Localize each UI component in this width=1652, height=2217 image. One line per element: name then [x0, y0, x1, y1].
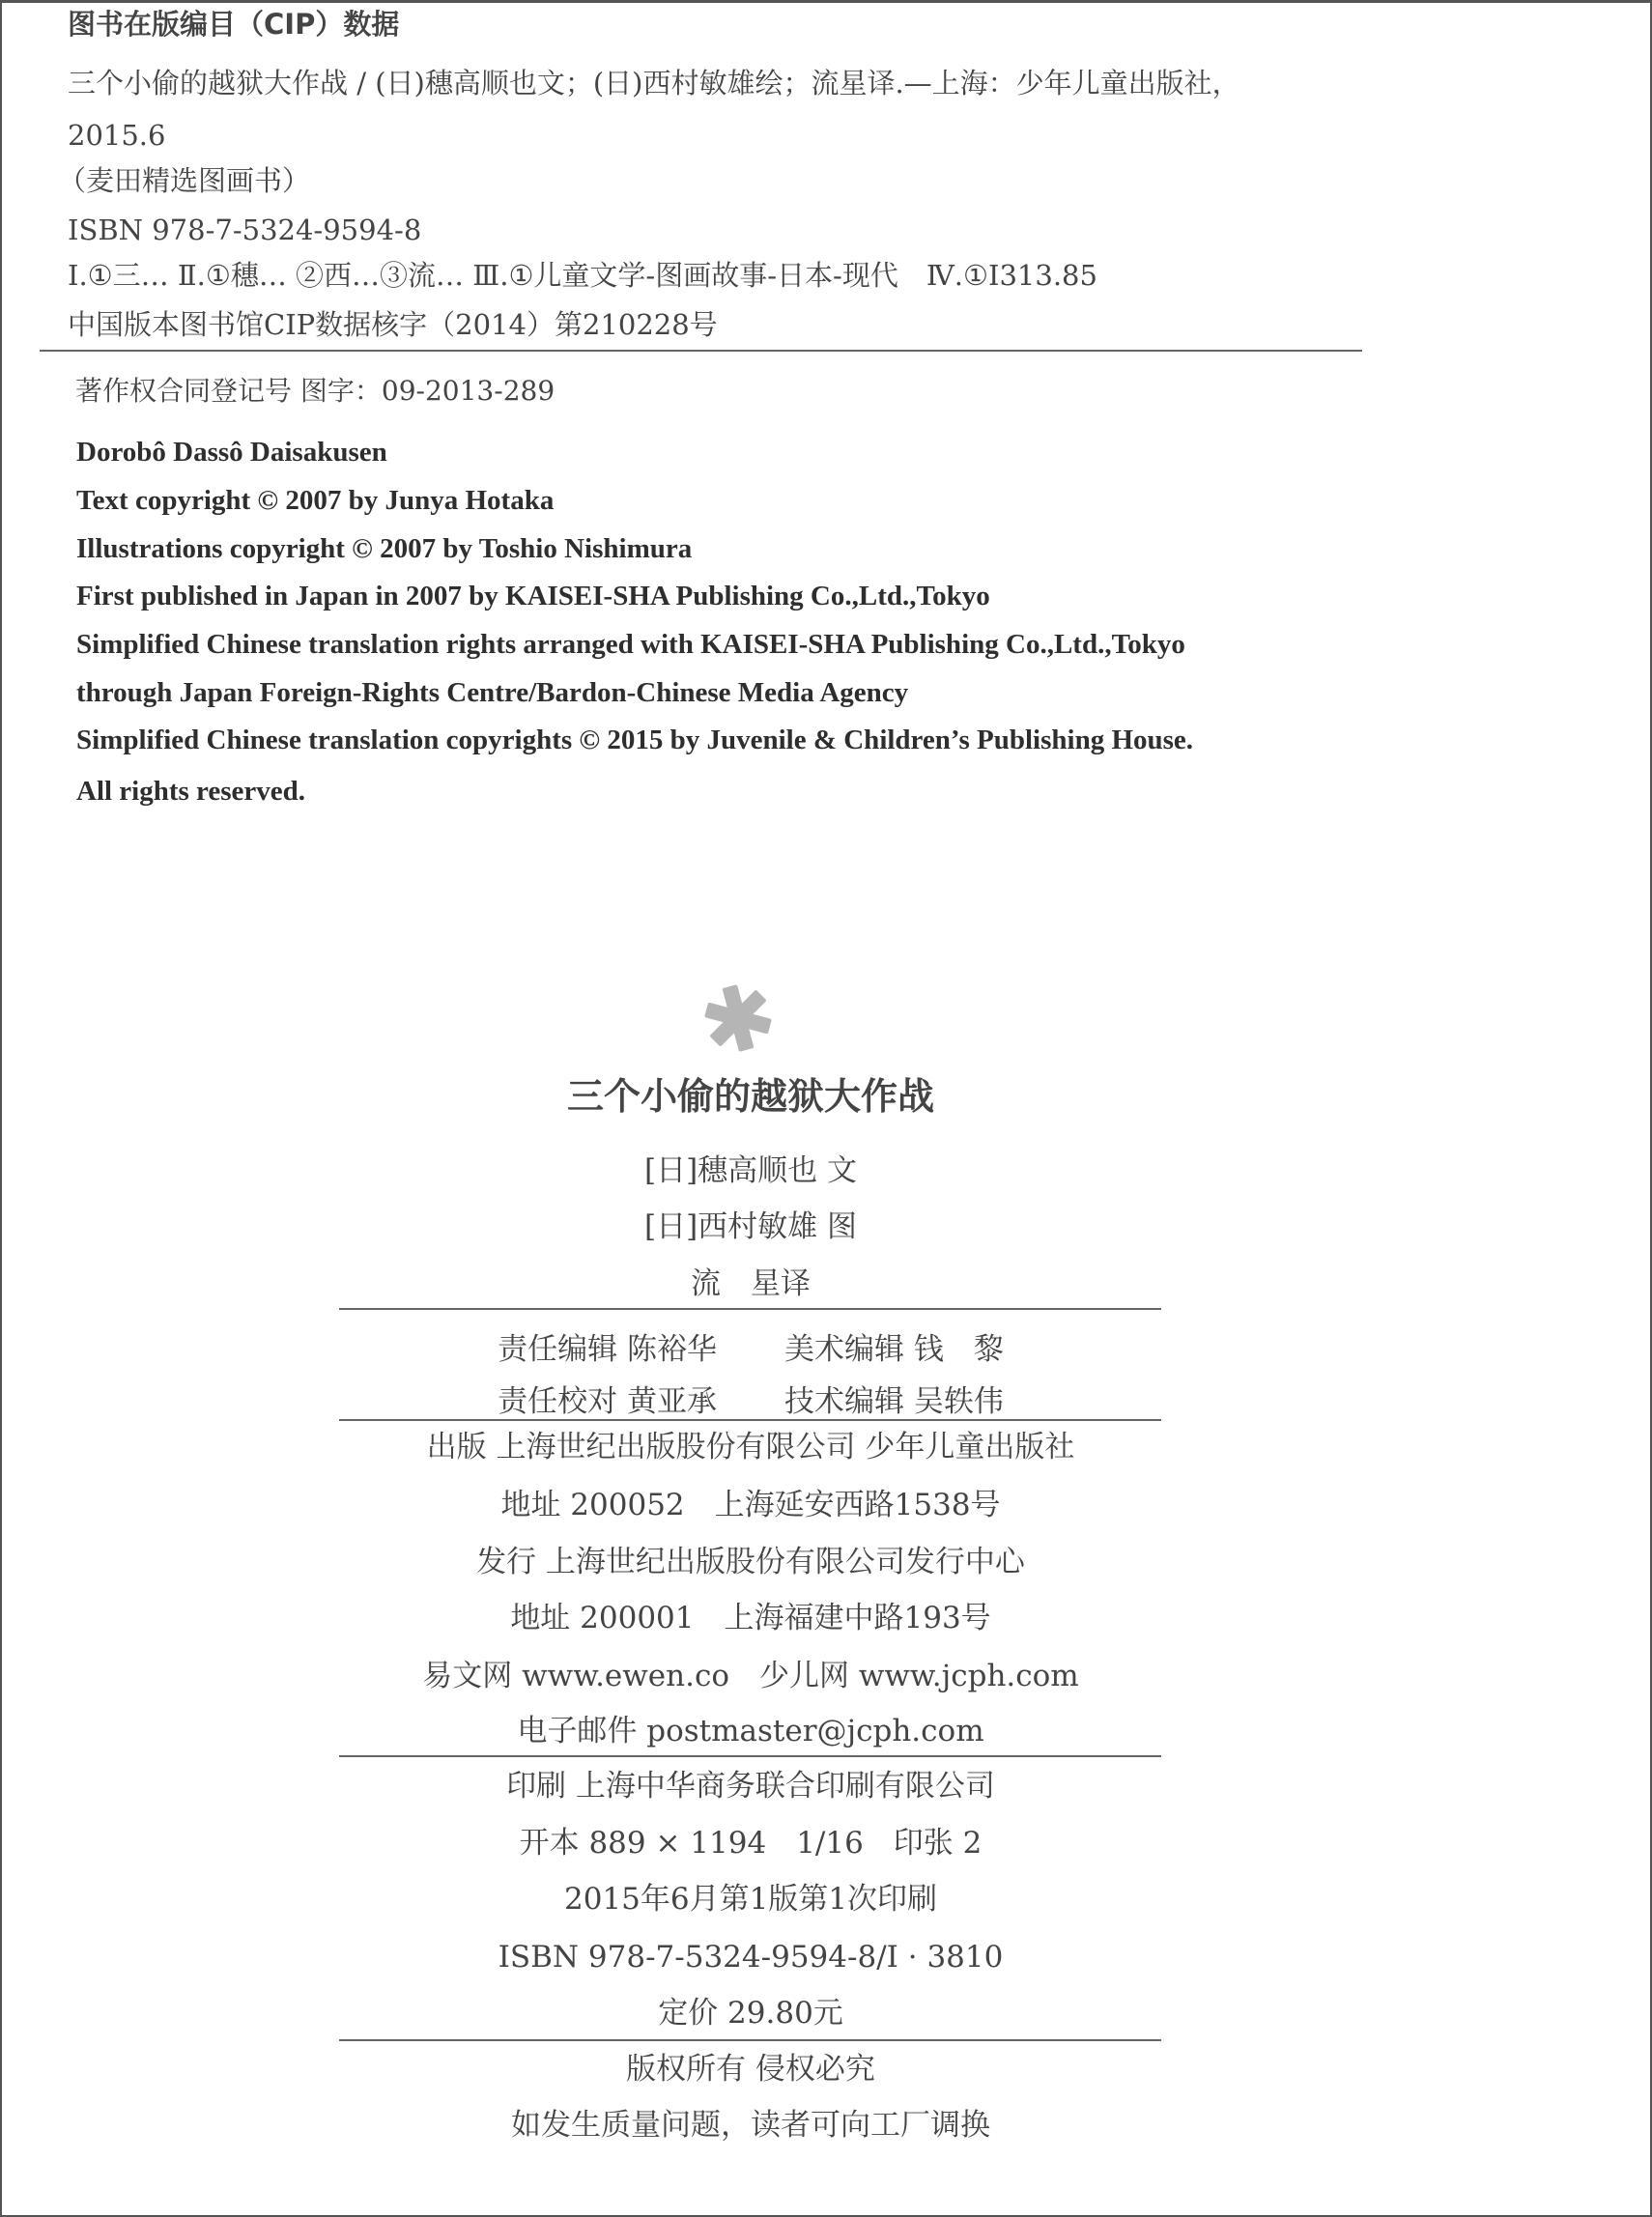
websites: 易文网 www.ewen.co 少儿网 www.jcph.com — [422, 1659, 1079, 1693]
format: 开本 889 × 1194 1/16 印张 2 — [519, 1826, 983, 1861]
english-line: Dorobô Dassô Daisakusen — [76, 437, 387, 468]
email: 电子邮件 postmaster@jcph.com — [517, 1714, 984, 1748]
english-line: All rights reserved. — [76, 776, 306, 807]
divider — [40, 350, 1362, 352]
english-line: First published in Japan in 2007 by KAISEI-SHA Publishing Co.,Ltd.,Tokyo — [76, 581, 990, 611]
cip-line: 三个小偷的越狱大作战 / (日)穗高顺也文；(日)西村敏雄绘；流星译.—上海：少年儿童出版社， — [68, 67, 1240, 99]
divider — [339, 1419, 1161, 1421]
art-editor: 美术编辑 钱 黎 — [784, 1332, 1004, 1367]
isbn: ISBN 978-7-5324-9594-8/I · 3810 — [498, 1940, 1004, 1975]
distributor: 发行 上海世纪出版股份有限公司发行中心 — [476, 1545, 1025, 1579]
publisher: 出版 上海世纪出版股份有限公司 少年儿童出版社 — [426, 1430, 1075, 1464]
cip-heading: 图书在版编目（CIP）数据 — [68, 8, 400, 41]
editors-row — [0, 1377, 1501, 1420]
cip-line: 中国版本图书馆CIP数据核字（2014）第210228号 — [68, 308, 718, 341]
english-line: Text copyright © 2007 by Junya Hotaka — [76, 485, 555, 516]
divider — [339, 1308, 1161, 1310]
cip-line: Ⅰ.①三… Ⅱ.①穗… ②西…③流… Ⅲ.①儿童文学-图画故事-日本-现代 Ⅳ.①I313.85 — [68, 259, 1097, 292]
asterisk-logo-icon — [703, 983, 773, 1053]
english-line: through Japan Foreign-Rights Centre/Bardon-Chinese Media Agency — [76, 677, 909, 708]
edition: 2015年6月第1版第1次印刷 — [563, 1882, 938, 1917]
divider — [339, 1755, 1161, 1757]
divider — [339, 2039, 1161, 2041]
proofreader: 责任校对 黄亚承 — [498, 1384, 717, 1419]
publisher-address: 地址 200052 上海延安西路1538号 — [500, 1488, 1001, 1522]
illustrator: [日]西村敏雄 图 — [643, 1209, 858, 1244]
cip-line: （麦田精选图画书） — [58, 164, 311, 197]
cip-line: ISBN 978-7-5324-9594-8 — [68, 213, 422, 246]
editors-row — [0, 1324, 1501, 1368]
english-line: Simplified Chinese translation rights arranged with KAISEI-SHA Publishing Co.,Ltd.,Tokyo — [76, 629, 1185, 660]
printer: 印刷 上海中华商务联合印刷有限公司 — [506, 1769, 995, 1804]
english-line: Simplified Chinese translation copyrights © 2015 by Juvenile & Children’s Publishing House. — [76, 725, 1194, 755]
translator: 流 星译 — [691, 1266, 811, 1301]
cip-line: 2015.6 — [68, 119, 166, 152]
tech-editor: 技术编辑 吴轶伟 — [784, 1384, 1004, 1419]
editor: 责任编辑 陈裕华 — [498, 1332, 717, 1367]
rights-notice: 版权所有 侵权必究 — [626, 2052, 875, 2087]
author: [日]穗高顺也 文 — [643, 1153, 858, 1188]
distributor-address: 地址 200001 上海福建中路193号 — [510, 1601, 991, 1635]
price: 定价 29.80元 — [658, 1996, 843, 2031]
copyright-registration: 著作权合同登记号 图字：09-2013-289 — [75, 375, 555, 407]
book-title: 三个小偷的越狱大作战 — [566, 1075, 934, 1118]
english-line: Illustrations copyright © 2007 by Toshio Nishimura — [76, 533, 693, 564]
quality-notice: 如发生质量问题，读者可向工厂调换 — [511, 2108, 990, 2143]
